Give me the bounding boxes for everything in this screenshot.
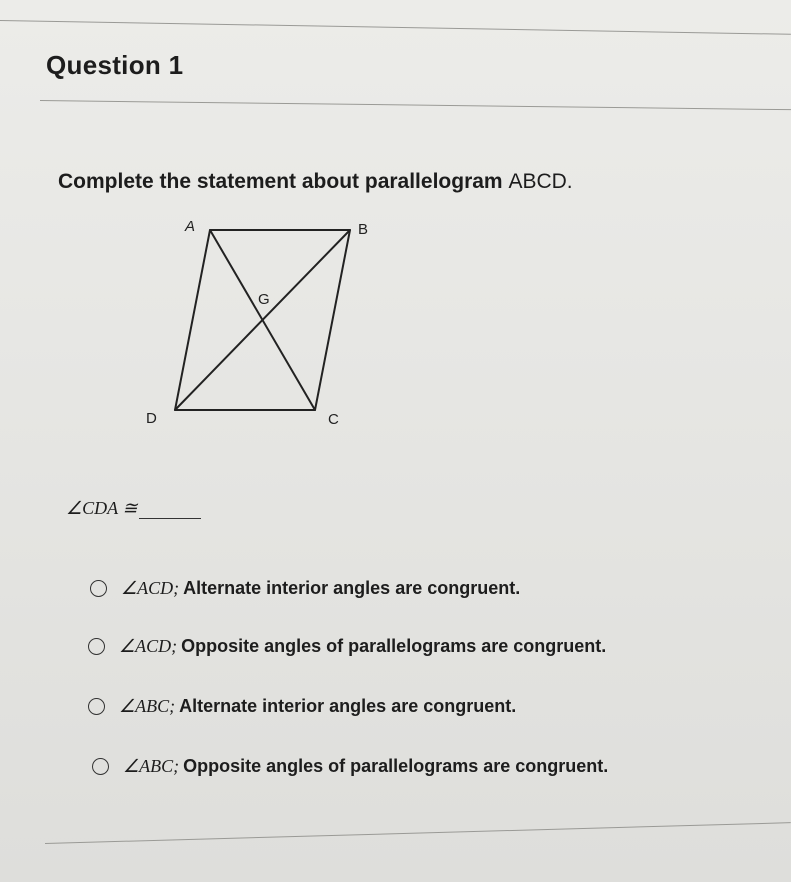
prompt-shape: ABCD. (508, 170, 573, 193)
option-4-reason: Opposite angles of parallelograms are congruent. (183, 756, 609, 776)
radio-button-3[interactable] (88, 698, 105, 715)
header-divider (40, 100, 791, 110)
vertex-label-g: G (258, 291, 270, 308)
option-4[interactable] (92, 756, 608, 777)
radio-button-1[interactable] (90, 580, 107, 597)
vertex-label-b: B (358, 221, 369, 238)
option-3-reason: Alternate interior angles are congruent. (179, 696, 517, 716)
question-title: Question 1 (46, 50, 184, 80)
diagonal-bd (175, 230, 350, 410)
radio-button-4[interactable] (92, 758, 109, 775)
question-prompt (58, 170, 573, 194)
congruent-symbol: ≅ (122, 498, 138, 518)
top-divider (0, 20, 791, 35)
vertex-label-a: A (185, 218, 196, 235)
option-2[interactable] (88, 636, 606, 657)
option-1-angle: ∠ACD; (121, 578, 180, 598)
option-4-angle: ∠ABC; (123, 756, 180, 776)
option-3-angle: ∠ABC; (119, 696, 176, 716)
option-3[interactable] (88, 696, 516, 717)
vertex-label-c: C (328, 411, 339, 428)
option-2-reason: Opposite angles of parallelograms are congruent. (181, 636, 607, 656)
stem-angle: ∠CDA (66, 498, 118, 518)
option-1-reason: Alternate interior angles are congruent. (183, 578, 521, 598)
vertex-label-d: D (146, 410, 157, 427)
answer-blank (139, 502, 201, 519)
parallelogram-figure (130, 210, 390, 440)
bottom-divider (45, 822, 791, 844)
option-1[interactable] (90, 578, 520, 599)
prompt-text: Complete the statement about parallelogram (58, 170, 509, 193)
option-2-angle: ∠ACD; (119, 636, 178, 656)
radio-button-2[interactable] (88, 638, 105, 655)
statement-stem (66, 498, 201, 519)
